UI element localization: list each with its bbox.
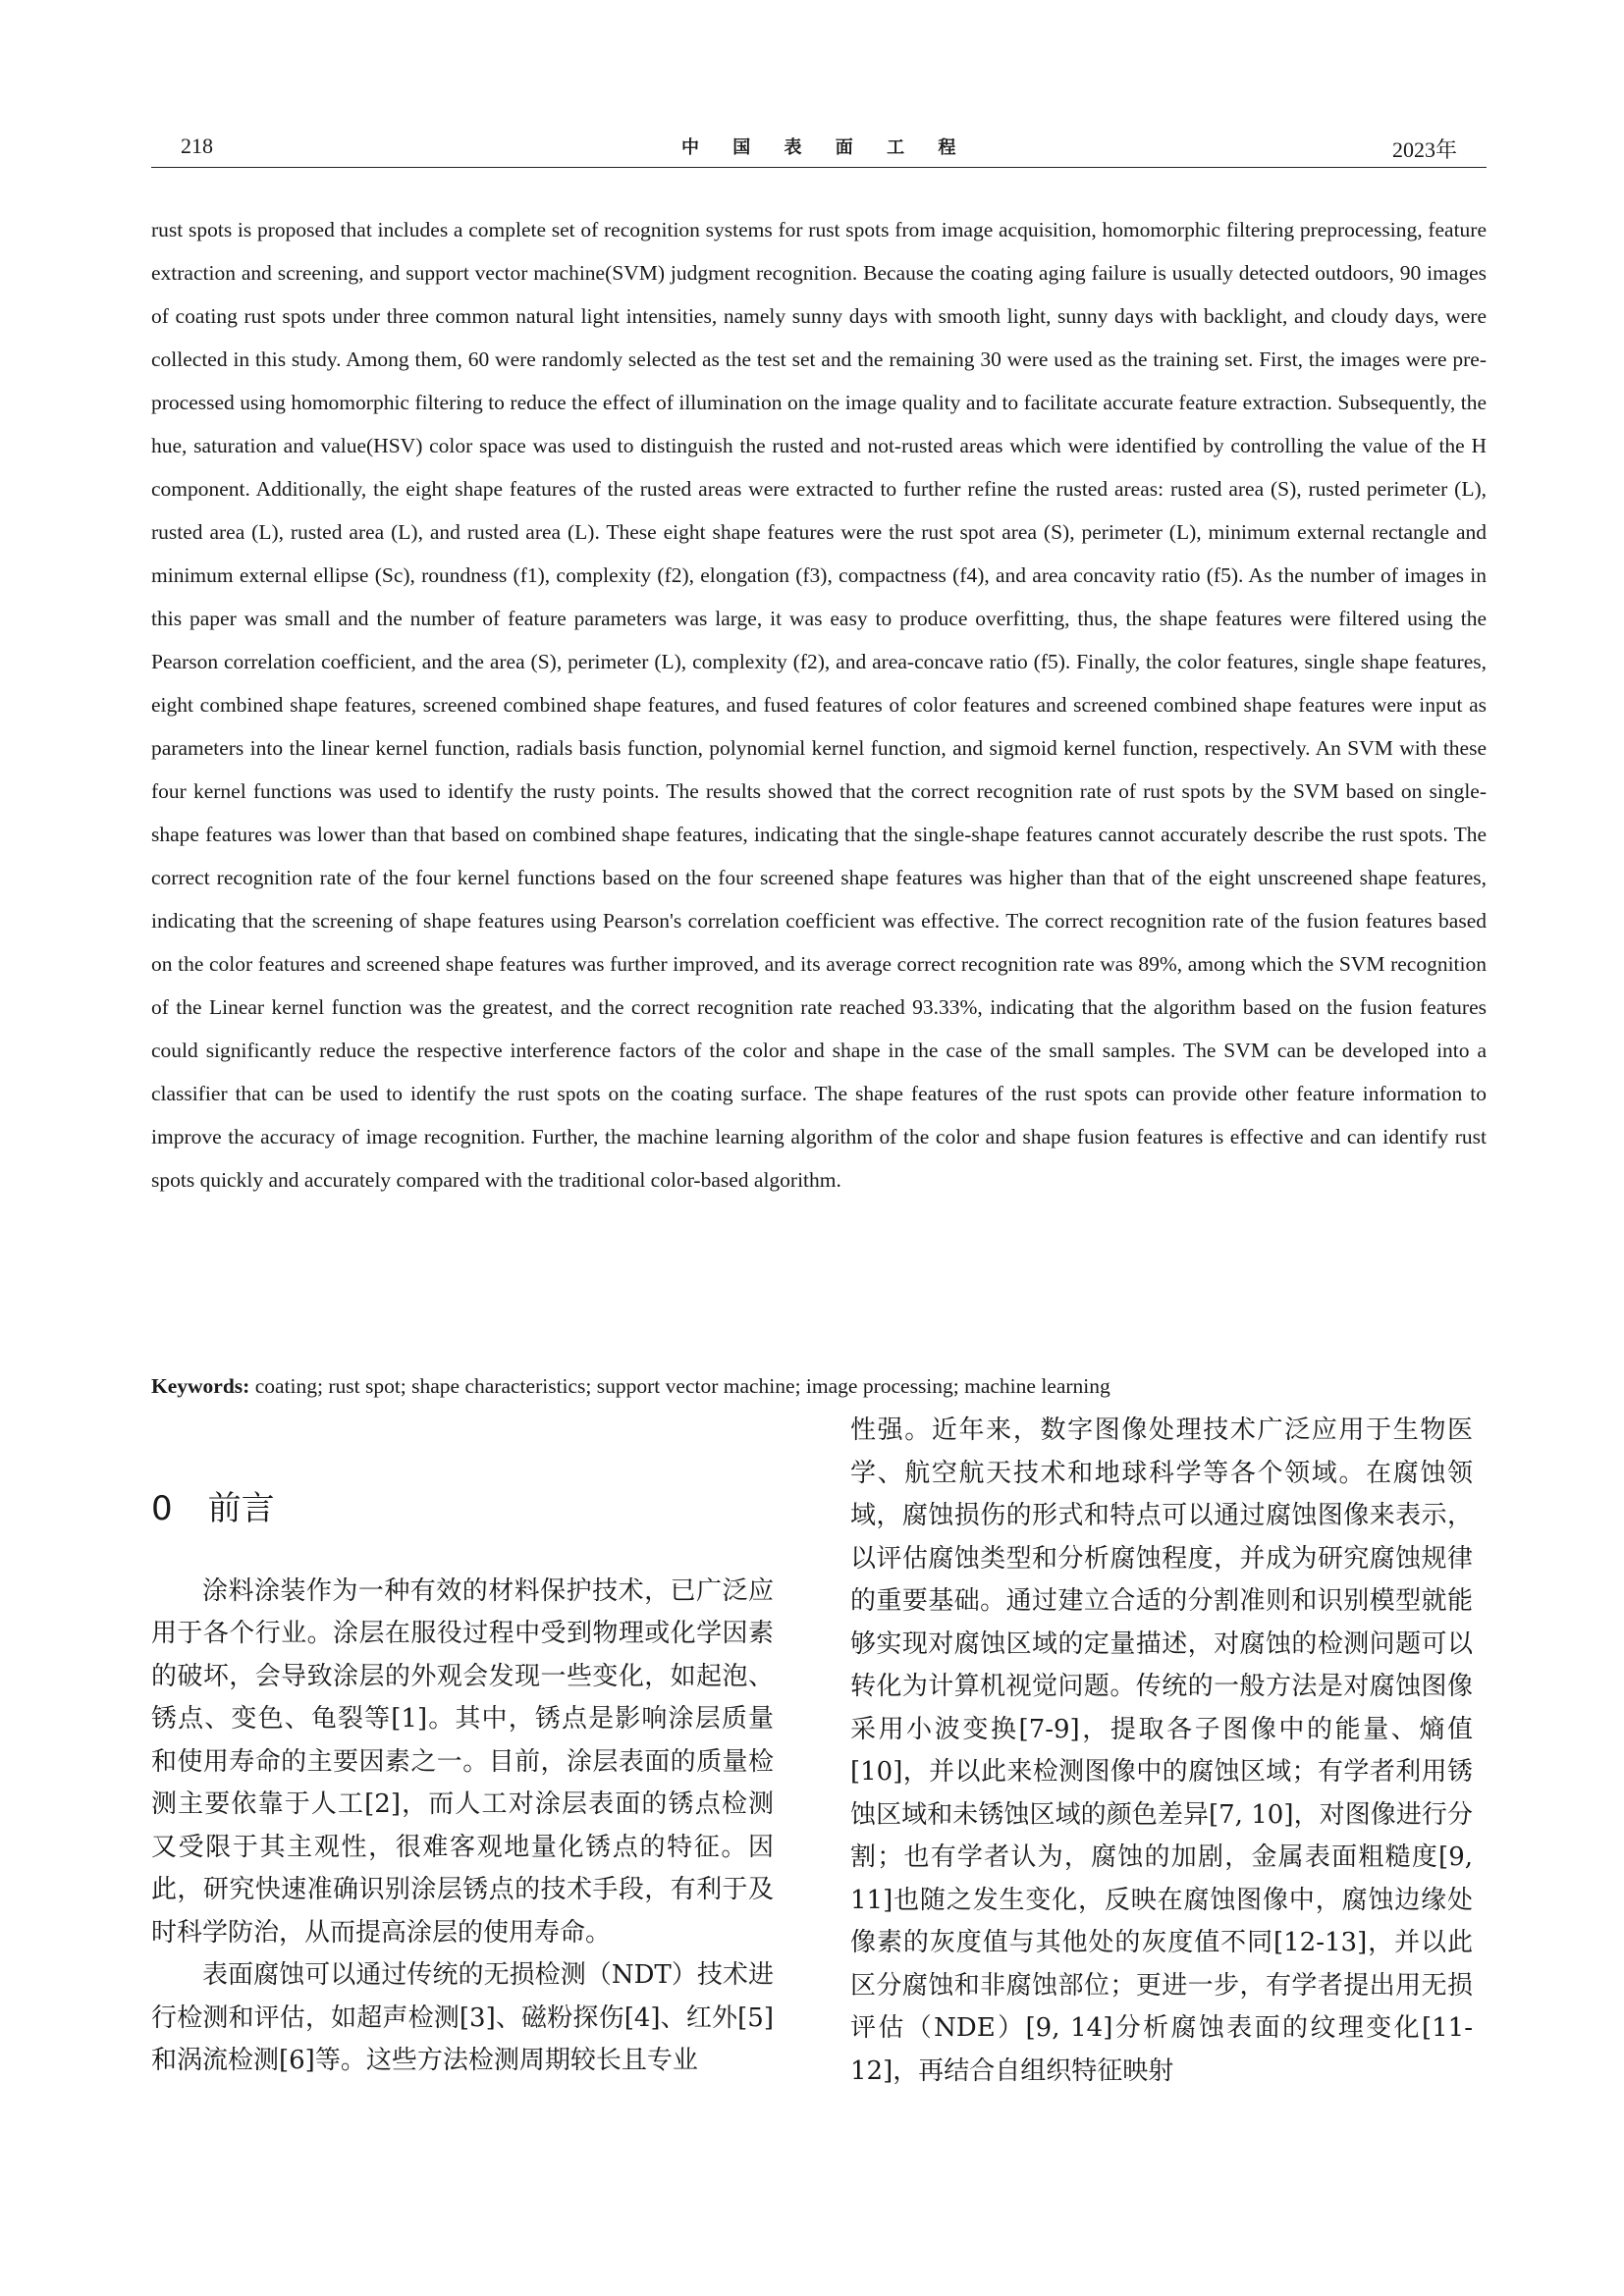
publication-year: 2023年 (1391, 137, 1457, 162)
paragraph-intro-1: 涂料涂装作为一种有效的材料保护技术，已广泛应用于各个行业。涂层在服役过程中受到物理或化学因素的破坏，会导致涂层的外观会发现一些变化，如起泡、锈点、变色、龟裂等[1]。其中，锈点是影响涂层质量和使用寿命的主要因素之一。目前，涂层表面的质量检测主要依靠于人工[2]，而人工对涂层表面的锈点检测又受限于其主观性，很难客观地量化锈点的特征。因此，研究快速准确识别涂层锈点的技术手段，有利于及时科学防治，从而提高涂层的使用寿命。 (151, 1575, 774, 1948)
section-heading (151, 1488, 774, 1531)
left-column (151, 1410, 774, 2083)
paragraph-intro-2: 表面腐蚀可以通过传统的无损检测（NDT）技术进行检测和评估，如超声检测[3]、磁粉探伤[4]、红外[5]和涡流检测[6]等。这些方法检测周期较长且专业 (151, 1960, 774, 2075)
right-column (850, 1410, 1473, 2093)
section-number: 0 (151, 1489, 173, 1528)
section-title: 前言 (207, 1489, 275, 1528)
journal-title: 中 国 表 面 工 程 (681, 137, 970, 158)
keywords-label: Keywords: (151, 1374, 250, 1398)
keywords-text: coating; rust spot; shape characteristics; support vector machine; image processing; machine learning (249, 1374, 1110, 1398)
keywords (151, 1370, 1487, 1402)
page-number: 218 (181, 133, 213, 158)
page-header (151, 128, 1487, 168)
paragraph-intro-3: 性强。近年来，数字图像处理技术广泛应用于生物医学、航空航天技术和地球科学等各个领域。在腐蚀领域，腐蚀损伤的形式和特点可以通过腐蚀图像来表示，以评估腐蚀类型和分析腐蚀程度，并成为研究腐蚀规律的重要基础。通过建立合适的分割准则和识别模型就能够实现对腐蚀区域的定量描述，对腐蚀的检测问题可以转化为计算机视觉问题。传统的一般方法是对腐蚀图像采用小波变换[7-9]，提取各子图像中的能量、熵值[10]，并以此来检测图像中的腐蚀区域；有学者利用锈蚀区域和未锈蚀区域的颜色差异[7, 10]，对图像进行分割；也有学者认为，腐蚀的加剧，金属表面粗糙度[9, 11]也随之发生变化，反映在腐蚀图像中，腐蚀边缘处像素的灰度值与其他处的灰度值不同[12-13]，并以此区分腐蚀和非腐蚀部位；更进一步，有学者提出用无损评估（NDE）[9, 14]分析腐蚀表面的纹理变化[11-12]，再结合自组织特征映射 (850, 1415, 1473, 2086)
english-abstract: rust spots is proposed that includes a complete set of recognition systems for rust spots from image acquisition, homomorphic filtering preprocessing, feature extraction and screening, and support vector machine(SVM) judgment recognition. Because the coating aging failure is usually detected outdoors, 90 images of coating rust spots under three common natural light intensities, namely sunny days with smooth light, sunny days with backlight, and cloudy days, were collected in this study. Among them, 60 were randomly selected as the test set and the remaining 30 were used as the training set. First, the images were pre-processed using homomorphic filtering to reduce the effect of illumination on the image quality and to facilitate accurate feature extraction. Subsequently, the hue, saturation and value(HSV) color space was used to distinguish the rusted and not-rusted areas which were identified by controlling the value of the H component. Additionally, the eight shape features of the rusted areas were extracted to further refine the rusted areas: rusted area (S), rusted perimeter (L), rusted area (L), rusted area (L), and rusted area (L). These eight shape features were the rust spot area (S), perimeter (L), minimum external rectangle and minimum external ellipse (Sc), roundness (f1), complexity (f2), elongation (f3), compactness (f4), and area concavity ratio (f5). As the number of images in this paper was small and the number of feature parameters was large, it was easy to produce overfitting, thus, the shape features were filtered using the Pearson correlation coefficient, and the area (S), perimeter (L), complexity (f2), and area-concave ratio (f5). Finally, the color features, single shape features, eight combined shape features, screened combined shape features, and fused features of color features and screened combined shape features were input as parameters into the linear kernel function, radials basis function, polynomial kernel function, and sigmoid kernel function, respectively. An SVM with these four kernel functions was used to identify the rusty points. The results showed that the correct recognition rate of rust spots by the SVM based on single-shape features was lower than that based on combined shape features, indicating that the single-shape features cannot accurately describe the rust spots. The correct recognition rate of the four kernel functions based on the four screened shape features was higher than that of the eight unscreened shape features, indicating that the screening of shape features using Pearson's correlation coefficient was effective. The correct recognition rate of the fusion features based on the color features and screened shape features was further improved, and its average correct recognition rate was 89%, among which the SVM recognition of the Linear kernel function was the greatest, and the correct recognition rate reached 93.33%, indicating that the algorithm based on the fusion features could significantly reduce the respective interference factors of the color and shape in the case of the small samples. The SVM can be developed into a classifier that can be used to identify the rust spots on the coating surface. The shape features of the rust spots can provide other feature information to improve the accuracy of image recognition. Further, the machine learning algorithm of the color and shape fusion features is effective and can identify rust spots quickly and accurately compared with the traditional color-based algorithm. (151, 218, 1487, 1192)
